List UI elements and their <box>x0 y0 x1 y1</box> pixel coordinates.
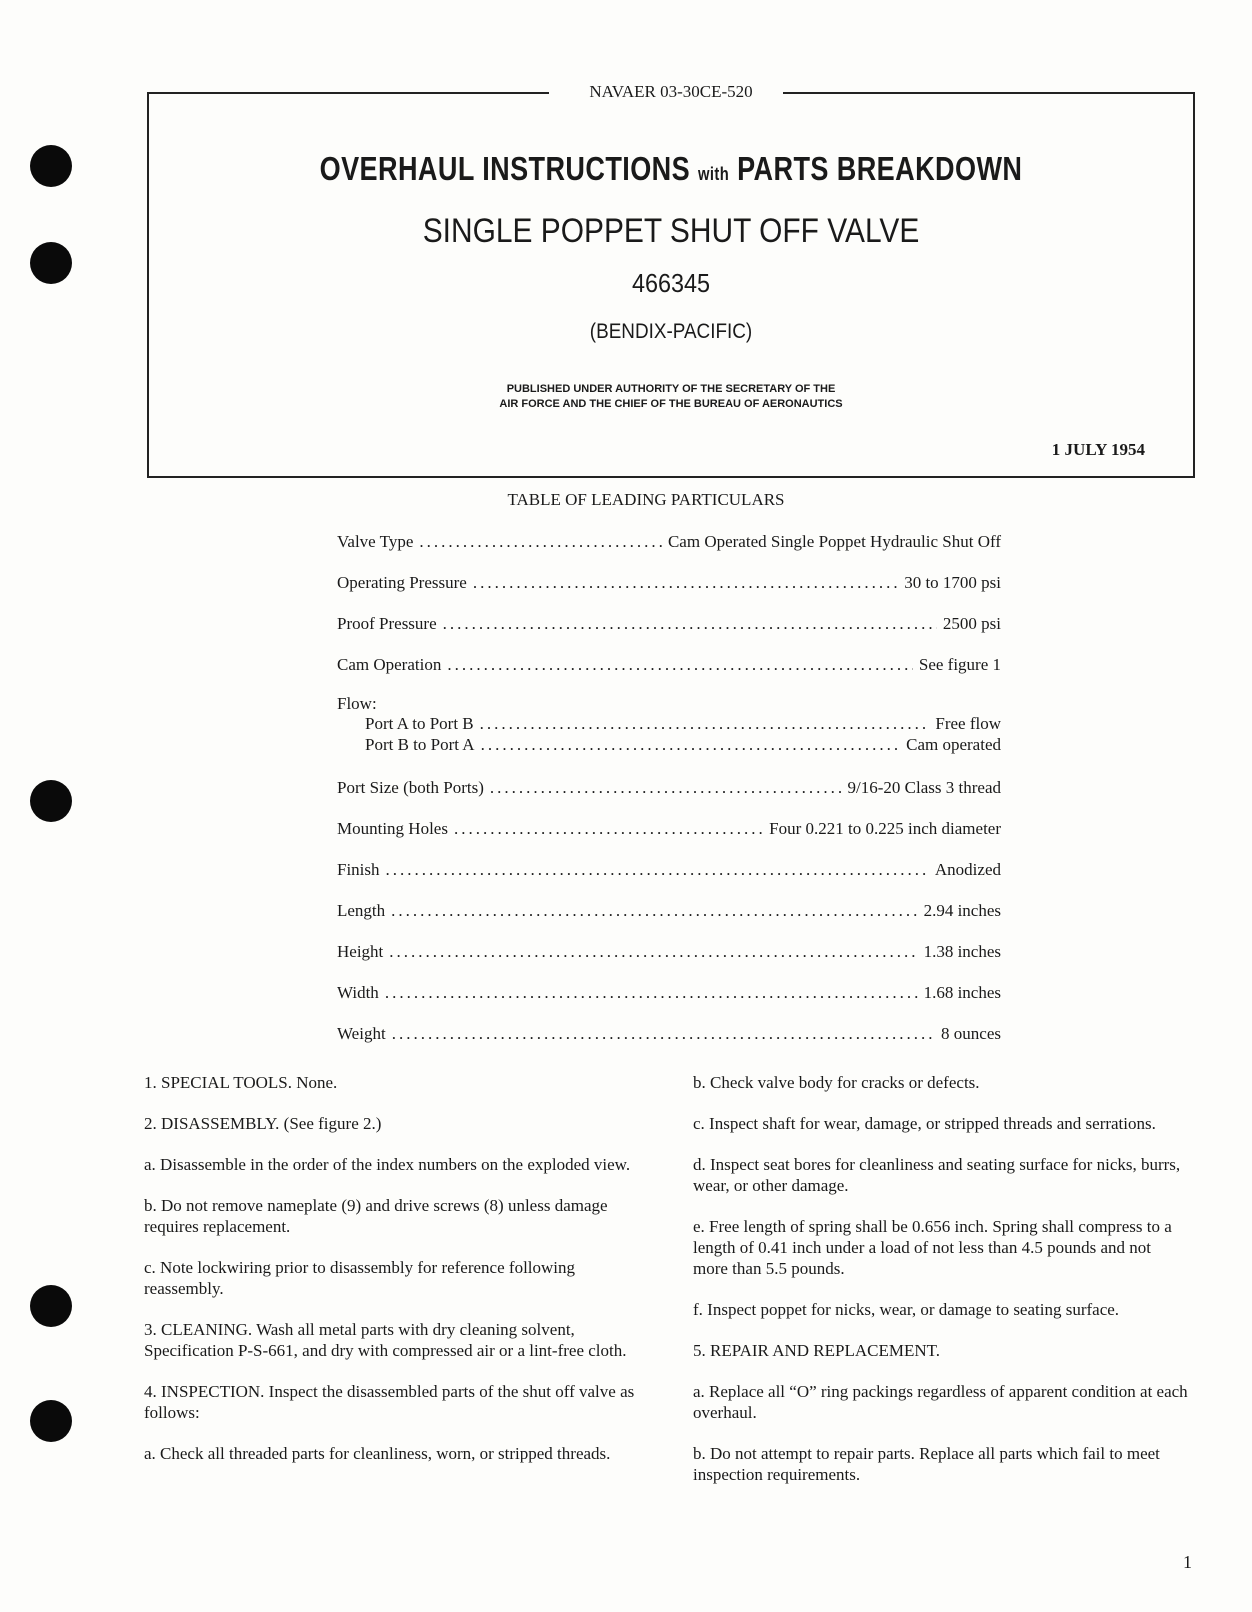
paragraph: b. Do not attempt to repair parts. Replace all parts which fail to meet inspection requirements. <box>693 1444 1160 1484</box>
particular-row <box>337 899 1001 940</box>
particular-row <box>337 653 1001 694</box>
paragraph: a. Replace all “O” ring packings regardless of apparent condition at each overhaul. <box>693 1382 1188 1422</box>
particular-value: 1.38 inches <box>923 942 1001 961</box>
particular-label: Cam Operation <box>337 655 442 674</box>
particular-label: Port Size (both Ports) <box>337 778 484 797</box>
flow-label: Flow: <box>337 694 377 713</box>
particular-label: Proof Pressure <box>337 614 437 633</box>
document-number: NAVAER 03-30CE-520 <box>589 82 753 101</box>
title-with: with <box>697 164 730 184</box>
particular-value: Cam operated <box>906 735 1001 754</box>
punch-hole <box>30 242 72 284</box>
dot-leader <box>391 901 917 921</box>
particular-value: Cam Operated Single Poppet Hydraulic Shut Off <box>667 532 1001 551</box>
particular-row <box>337 714 1001 735</box>
paragraph: c. Inspect shaft for wear, damage, or stripped threads and serrations. <box>693 1114 1156 1133</box>
particular-value: Four 0.221 to 0.225 inch diameter <box>769 819 1001 838</box>
paragraph: d. Inspect seat bores for cleanliness and seating surface for nicks, burrs, wear, or other damage. <box>693 1155 1181 1195</box>
dot-leader <box>473 573 898 593</box>
particulars-table <box>337 530 1001 1063</box>
paragraph: f. Inspect poppet for nicks, wear, or damage to seating surface. <box>693 1300 1120 1319</box>
flow-group <box>337 694 1001 776</box>
particular-label: Width <box>337 983 379 1002</box>
particular-row <box>337 530 1001 571</box>
particulars-title: TABLE OF LEADING PARTICULARS <box>507 490 785 509</box>
particular-row <box>337 735 1001 756</box>
paragraph: 1. SPECIAL TOOLS. None. <box>144 1073 338 1092</box>
paragraph: 3. CLEANING. Wash all metal parts with dry cleaning solvent, Specification P-S-661, and dry with compressed air or a lint-free cloth. <box>144 1320 627 1360</box>
particular-value: Anodized <box>934 860 1001 879</box>
paragraph: a. Disassemble in the order of the index numbers on the exploded view. <box>144 1155 631 1174</box>
left-column <box>144 1072 639 1484</box>
particular-row <box>337 1022 1001 1063</box>
particular-value: 8 ounces <box>941 1024 1001 1043</box>
particular-label: Port B to Port A <box>365 735 475 754</box>
particular-value: 30 to 1700 psi <box>904 573 1001 592</box>
paragraph: e. Free length of spring shall be 0.656 inch. Spring shall compress to a length of 0.41 inch under a load of not less than 4.5 pounds and not more than 5.5 pounds. <box>693 1217 1172 1278</box>
document-title <box>243 150 1099 188</box>
title-box <box>147 82 1195 478</box>
punch-hole <box>30 1400 72 1442</box>
authority-line: AIR FORCE AND THE CHIEF OF THE BUREAU OF AERONAUTICS <box>499 398 843 410</box>
paragraph: 5. REPAIR AND REPLACEMENT. <box>693 1341 940 1360</box>
particular-value: 9/16-20 Class 3 thread <box>847 778 1001 797</box>
particular-row <box>337 817 1001 858</box>
title-part1: OVERHAUL INSTRUCTIONS <box>319 150 691 187</box>
particular-row <box>337 776 1001 817</box>
particular-row <box>337 571 1001 612</box>
particular-value: 2500 psi <box>942 614 1001 633</box>
manufacturer: (BENDIX-PACIFIC) <box>589 320 753 343</box>
dot-leader <box>447 655 913 675</box>
publication-date: 1 JULY 1954 <box>1051 440 1145 459</box>
particular-label: Height <box>337 942 384 961</box>
particular-label: Weight <box>337 1024 386 1043</box>
authority-statement <box>149 382 1193 412</box>
particular-value: See figure 1 <box>918 655 1001 674</box>
part-number: 466345 <box>631 268 711 298</box>
particular-label: Operating Pressure <box>337 573 467 592</box>
punch-hole <box>30 145 72 187</box>
page-number: 1 <box>1183 1552 1192 1572</box>
particular-row <box>337 981 1001 1022</box>
dot-leader <box>385 983 918 1003</box>
particular-label: Length <box>337 901 386 920</box>
particular-value: 1.68 inches <box>923 983 1001 1002</box>
particular-value: Free flow <box>935 714 1001 733</box>
dot-leader <box>386 860 929 880</box>
dot-leader <box>419 532 662 552</box>
authority-line: PUBLISHED UNDER AUTHORITY OF THE SECRETARY OF THE <box>506 383 836 395</box>
particular-row <box>337 858 1001 899</box>
punch-hole <box>30 1285 72 1327</box>
paragraph: 2. DISASSEMBLY. (See figure 2.) <box>144 1114 382 1133</box>
dot-leader <box>480 714 930 734</box>
dot-leader <box>481 735 901 755</box>
paragraph: b. Do not remove nameplate (9) and drive screws (8) unless damage requires replacement. <box>144 1196 608 1236</box>
paragraph: 4. INSPECTION. Inspect the disassembled parts of the shut off valve as follows: <box>144 1382 635 1422</box>
dot-leader <box>490 778 842 798</box>
title-part2: PARTS BREAKDOWN <box>737 150 1023 187</box>
dot-leader <box>443 614 937 634</box>
punch-hole <box>30 780 72 822</box>
document-subtitle: SINGLE POPPET SHUT OFF VALVE <box>422 212 920 250</box>
dot-leader <box>389 942 917 962</box>
paragraph: a. Check all threaded parts for cleanliness, worn, or stripped threads. <box>144 1444 611 1463</box>
paragraph: b. Check valve body for cracks or defects. <box>693 1073 980 1092</box>
particular-label: Mounting Holes <box>337 819 448 838</box>
right-column <box>693 1072 1188 1505</box>
dot-leader <box>392 1024 935 1044</box>
particular-value: 2.94 inches <box>923 901 1001 920</box>
particular-label: Port A to Port B <box>365 714 474 733</box>
paragraph: c. Note lockwiring prior to disassembly for reference following reassembly. <box>144 1258 576 1298</box>
particular-row <box>337 612 1001 653</box>
dot-leader <box>454 819 763 839</box>
particular-label: Valve Type <box>337 532 414 551</box>
particular-row <box>337 940 1001 981</box>
particular-label: Finish <box>337 860 380 879</box>
